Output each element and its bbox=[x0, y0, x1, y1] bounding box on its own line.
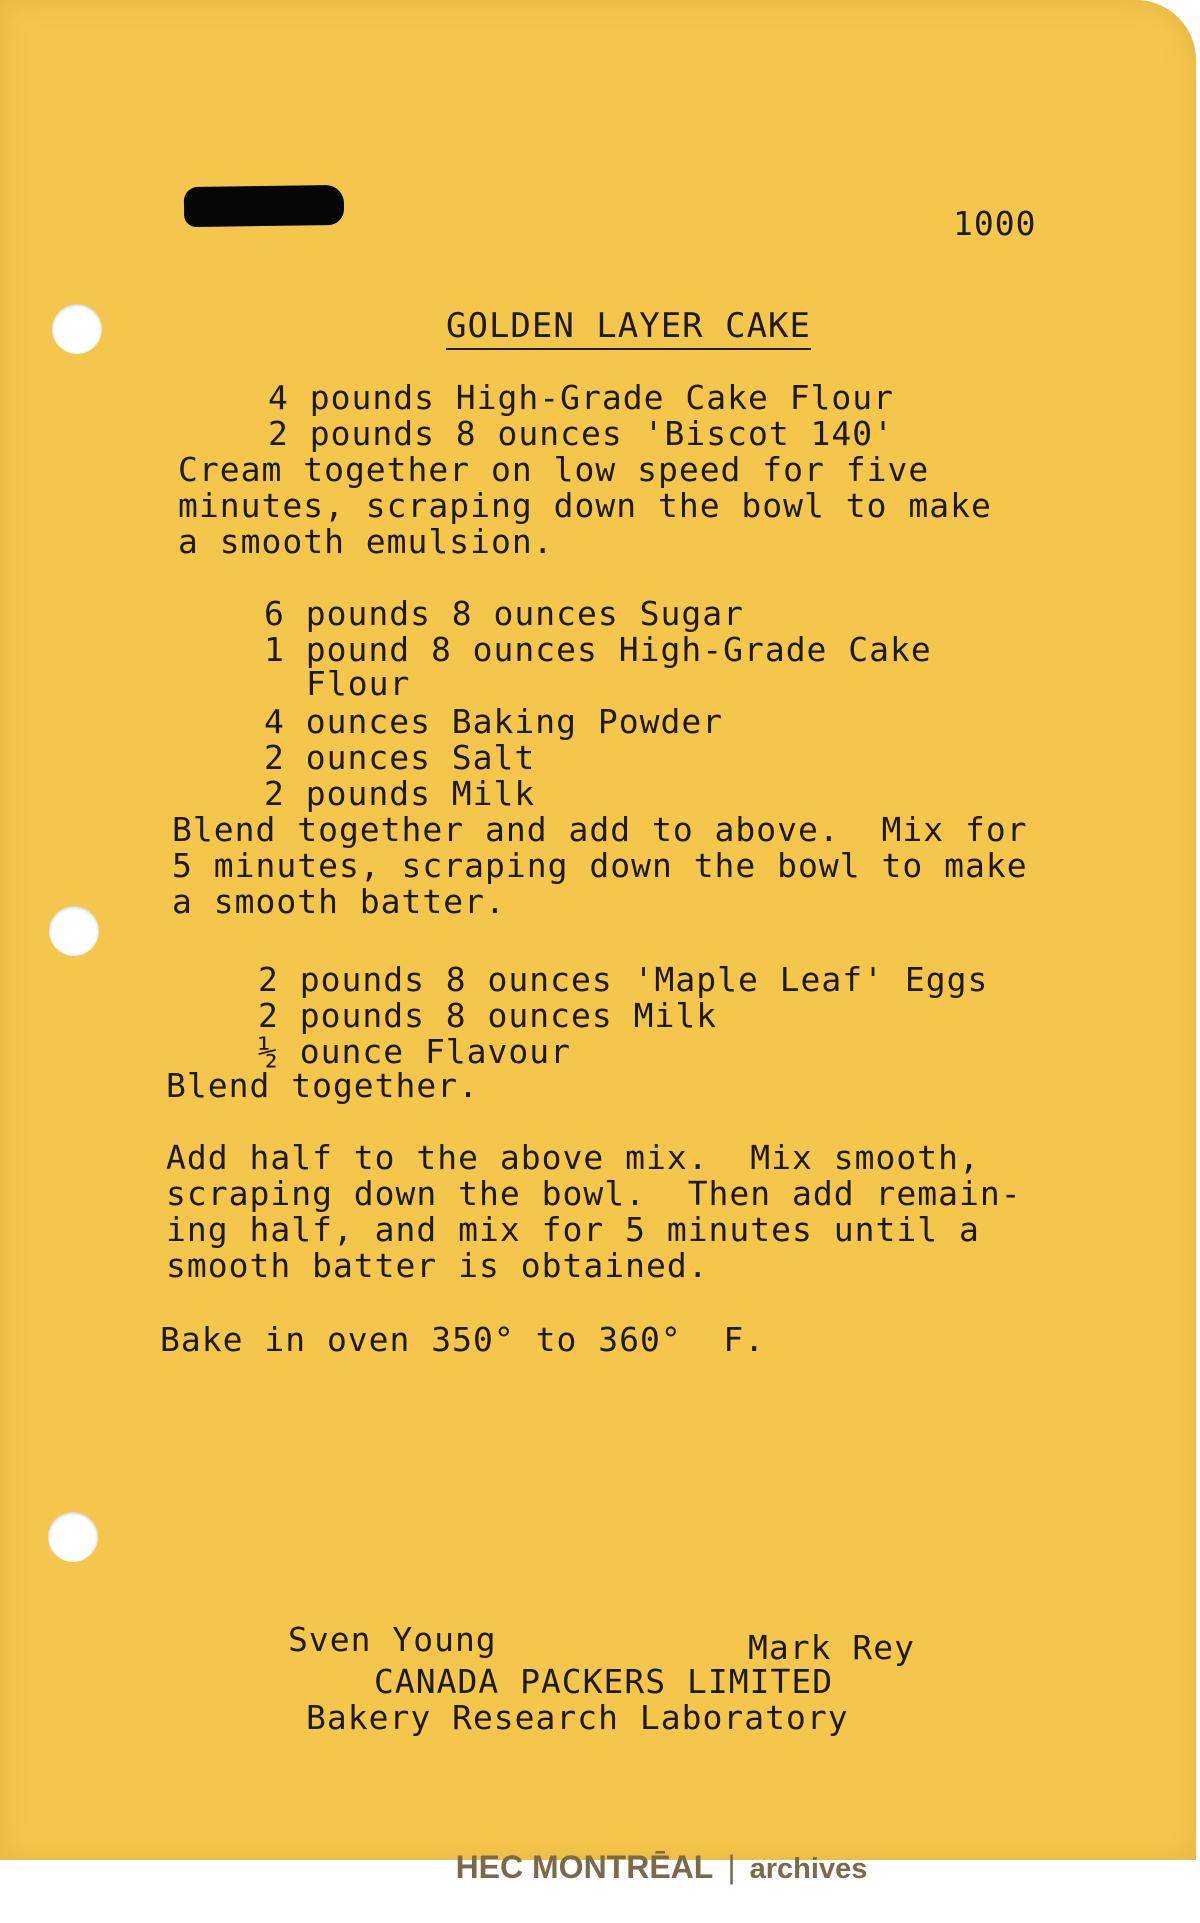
punch-hole-middle bbox=[49, 906, 99, 956]
signature-name-left: Sven Young bbox=[288, 1620, 497, 1659]
recipe-line: Bake in oven 350° to 360° F. bbox=[160, 1320, 766, 1359]
recipe-line: Blend together. bbox=[166, 1066, 480, 1105]
recipe-line: 2 pounds 8 ounces 'Maple Leaf' Eggs bbox=[258, 960, 989, 999]
recipe-line: a smooth batter. bbox=[172, 882, 506, 921]
recipe-line: Cream together on low speed for five bbox=[178, 450, 930, 489]
recipe-line: Flour bbox=[306, 664, 411, 703]
punch-hole-top bbox=[52, 304, 102, 354]
watermark-brand: HEC MONTRĒAL bbox=[455, 1849, 714, 1885]
recipe-line: 6 pounds 8 ounces Sugar bbox=[264, 594, 744, 633]
recipe-line: 2 ounces Salt bbox=[264, 738, 536, 777]
redaction-mark bbox=[184, 185, 345, 227]
recipe-line: 5 minutes, scraping down the bowl to make bbox=[172, 846, 1028, 885]
recipe-line: Add half to the above mix. Mix smooth, bbox=[166, 1138, 980, 1177]
recipe-line: ing half, and mix for 5 minutes until a bbox=[166, 1210, 980, 1249]
recipe-line: 1 pound 8 ounces High-Grade Cake bbox=[264, 630, 932, 669]
watermark-separator: | bbox=[727, 1849, 736, 1885]
department-name: Bakery Research Laboratory bbox=[306, 1698, 849, 1737]
punch-hole-bottom bbox=[48, 1512, 98, 1562]
recipe-line: 2 pounds 8 ounces Milk bbox=[258, 996, 718, 1035]
recipe-line: 2 pounds Milk bbox=[264, 774, 536, 813]
company-name: CANADA PACKERS LIMITED bbox=[374, 1662, 834, 1701]
recipe-line: a smooth emulsion. bbox=[178, 522, 554, 561]
recipe-line: 4 ounces Baking Powder bbox=[264, 702, 724, 741]
recipe-line: scraping down the bowl. Then add remain- bbox=[166, 1174, 1022, 1213]
recipe-line: 2 pounds 8 ounces 'Biscot 140' bbox=[268, 414, 895, 453]
page-number: 1000 bbox=[953, 204, 1037, 243]
recipe-line: smooth batter is obtained. bbox=[166, 1246, 709, 1285]
recipe-line: 4 pounds High-Grade Cake Flour bbox=[268, 378, 895, 417]
recipe-line: minutes, scraping down the bowl to make bbox=[178, 486, 992, 525]
archive-watermark bbox=[420, 1812, 867, 1923]
recipe-line: Blend together and add to above. Mix for bbox=[172, 810, 1028, 849]
signature-name-right: Mark Rey bbox=[748, 1628, 915, 1667]
recipe-line: ½ ounce Flavour bbox=[258, 1032, 572, 1071]
watermark-label: archives bbox=[749, 1853, 868, 1885]
recipe-title: GOLDEN LAYER CAKE bbox=[446, 306, 811, 350]
